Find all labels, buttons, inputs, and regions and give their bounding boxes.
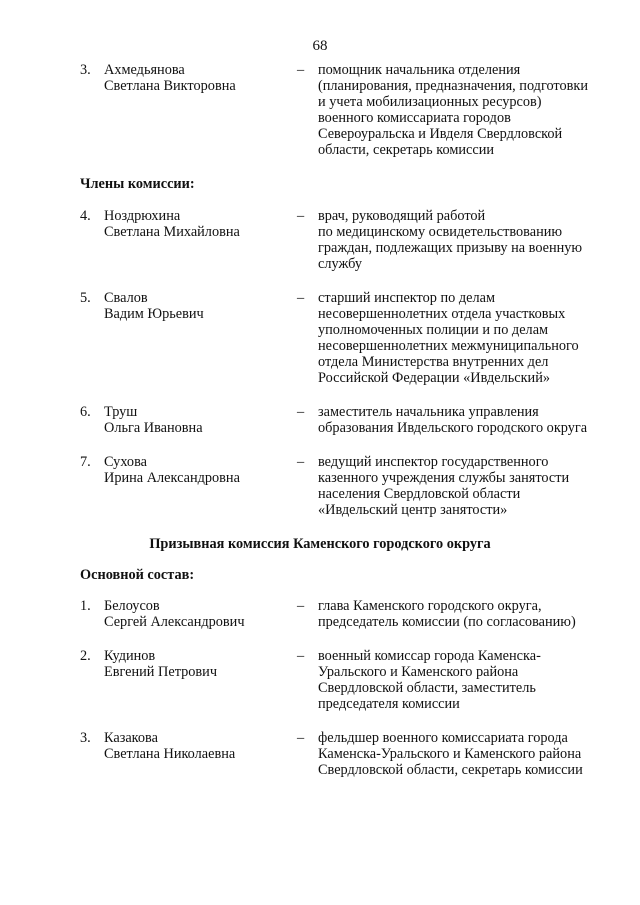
section-title: Призывная комиссия Каменского городского округа: [149, 536, 491, 552]
item-number: 3.: [80, 730, 91, 746]
position-description: старший инспектор по делам несовершеннолетних отдела участковых уполномоченных полиции и по делам несовершеннолетних межмуниципального отдела Министерства внутренних дел Российской Федерации «Ивдельский»: [318, 290, 579, 386]
dash: –: [297, 598, 305, 614]
item-number: 7.: [80, 454, 91, 470]
item-number: 6.: [80, 404, 91, 420]
position-description: ведущий инспектор государственного казенного учреждения службы занятости населения Свердловской области «Ивдельский центр занятости»: [318, 454, 570, 518]
person-name: Сухова Ирина Александровна: [104, 454, 240, 486]
position-description: глава Каменского городского округа, председатель комиссии (по согласованию): [318, 598, 576, 630]
person-name: Свалов Вадим Юрьевич: [104, 290, 204, 322]
section-heading-main: Основной состав:: [80, 567, 195, 583]
dash: –: [297, 454, 305, 470]
person-name: Ахмедьянова Светлана Викторовна: [104, 62, 236, 94]
position-description: помощник начальника отделения (планирования, предназначения, подготовки и учета мобилизационных ресурсов) военного комиссариата городов Североуральска и Ивделя Свердловской области, секретарь комиссии: [318, 62, 588, 158]
item-number: 5.: [80, 290, 91, 306]
dash: –: [297, 290, 305, 306]
section-heading-members: Члены комиссии:: [80, 176, 195, 192]
dash: –: [297, 208, 305, 224]
position-description: фельдшер военного комиссариата города Каменска-Уральского и Каменского района Свердловской области, секретарь комиссии: [318, 730, 583, 778]
item-number: 1.: [80, 598, 91, 614]
person-name: Кудинов Евгений Петрович: [104, 648, 218, 680]
dash: –: [297, 648, 305, 664]
position-description: военный комиссар города Каменска- Уральского и Каменского района Свердловской области, заместитель председателя комиссии: [318, 648, 541, 712]
person-name: Казакова Светлана Николаевна: [104, 730, 236, 762]
person-name: Труш Ольга Ивановна: [104, 404, 203, 436]
dash: –: [297, 62, 305, 78]
position-description: врач, руководящий работой по медицинскому освидетельствованию граждан, подлежащих призыву на военную службу: [318, 208, 583, 272]
item-number: 4.: [80, 208, 91, 224]
person-name: Белоусов Сергей Александрович: [104, 598, 245, 630]
dash: –: [297, 404, 305, 420]
person-name: Ноздрюхина Светлана Михайловна: [104, 208, 240, 240]
position-description: заместитель начальника управления образования Ивдельского городского округа: [318, 404, 588, 436]
item-number: 3.: [80, 62, 91, 78]
dash: –: [297, 730, 305, 746]
item-number: 2.: [80, 648, 91, 664]
page-number: 68: [312, 38, 328, 54]
